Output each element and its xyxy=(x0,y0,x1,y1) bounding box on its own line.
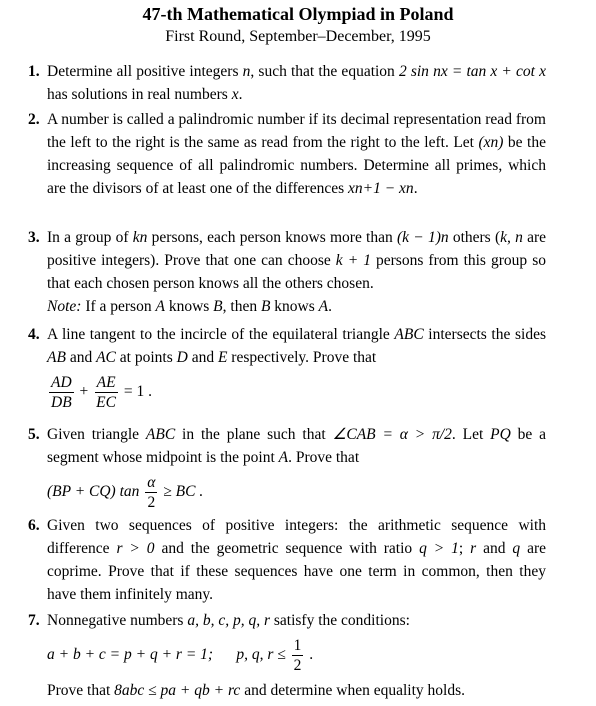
display-equation: (BP + CQ) tan $\frac{\alpha}{2}$ ≥ BC . xyxy=(47,474,204,511)
fraction: $\frac{1}{2}$ xyxy=(293,637,302,674)
problem-number: 7. xyxy=(28,612,40,629)
problem-text: Given triangle ABC in the plane such that ∠CAB = α > π/2. Let PQ be a segment whose midpoint is the point A. Prove that (BP + CQ) tan $\frac{\alpha}{2}$ ≥ BC . xyxy=(47,426,546,511)
problem-4 xyxy=(28,323,546,416)
note-label: Note: xyxy=(47,298,82,315)
problem-text: A line tangent to the incircle of the equilateral triangle ABC intersects the sides AB and AC at points D and E respectively. Prove that $\frac{AD}{DB}$ + $\frac{AE}{EC}$ = 1 . xyxy=(47,326,546,411)
fraction: $\frac{\alpha}{2}$ xyxy=(147,474,156,511)
problem-text: Determine all positive integers n, such that the equation 2 sin nx = tan x + cot x has solutions in real numbers x. xyxy=(47,63,546,103)
page-subtitle: First Round, September–December, 1995 xyxy=(165,28,431,45)
problem-number: 1. xyxy=(28,63,40,80)
problem-2 xyxy=(28,108,546,200)
problem-number: 5. xyxy=(28,426,40,443)
problem-5 xyxy=(28,423,546,516)
problem-number: 4. xyxy=(28,326,40,343)
problem-text: Given two sequences of positive integers: the arithmetic sequence with difference r > 0 and the geometric sequence with ratio q > 1; r and q are coprime. Prove that if these sequences have one term in common, then they have them infinitely many. xyxy=(47,517,547,603)
problem-3 xyxy=(28,226,546,318)
problem-1 xyxy=(28,60,546,106)
problem-number: 6. xyxy=(28,517,40,534)
problem-text: A number is called a palindromic number if its decimal representation read from the left to the right is the same as read from the right to the left. Let (xn) be the increasing sequence of all palindromic numbers. Determine all primes, which are the divisors of at least one of the differences xn+1 − xn. xyxy=(47,111,546,197)
problem-6 xyxy=(28,514,546,606)
problem-number: 2. xyxy=(28,111,40,128)
fraction: $\frac{AE}{EC}$ xyxy=(96,374,116,411)
display-equation: a + b + c = p + q + r = 1; p, q, r ≤ $\frac{1}{2}$ . xyxy=(47,637,314,674)
page-title: 47-th Mathematical Olympiad in Poland xyxy=(142,4,454,24)
fraction: $\frac{AD}{DB}$ xyxy=(51,374,72,411)
display-equation: $\frac{AD}{DB}$ + $\frac{AE}{EC}$ = 1 . xyxy=(51,374,152,411)
problem-text: In a group of kn persons, each person knows more than (k − 1)n others (k, n are positive integers). Prove that one can choose k + 1 persons from this group so that each chosen person knows all the others chosen. Note: If a person A knows B, then B knows A. xyxy=(47,229,546,315)
problem-number: 3. xyxy=(28,229,40,246)
problem-7 xyxy=(28,609,546,702)
problem-text: Nonnegative numbers a, b, c, p, q, r satisfy the conditions: a + b + c = p + q + r = 1; p, q, r ≤ $\frac{1}{2}$ . Prove that 8abc ≤ pa + qb + rc and determine when equality holds. xyxy=(47,609,546,702)
